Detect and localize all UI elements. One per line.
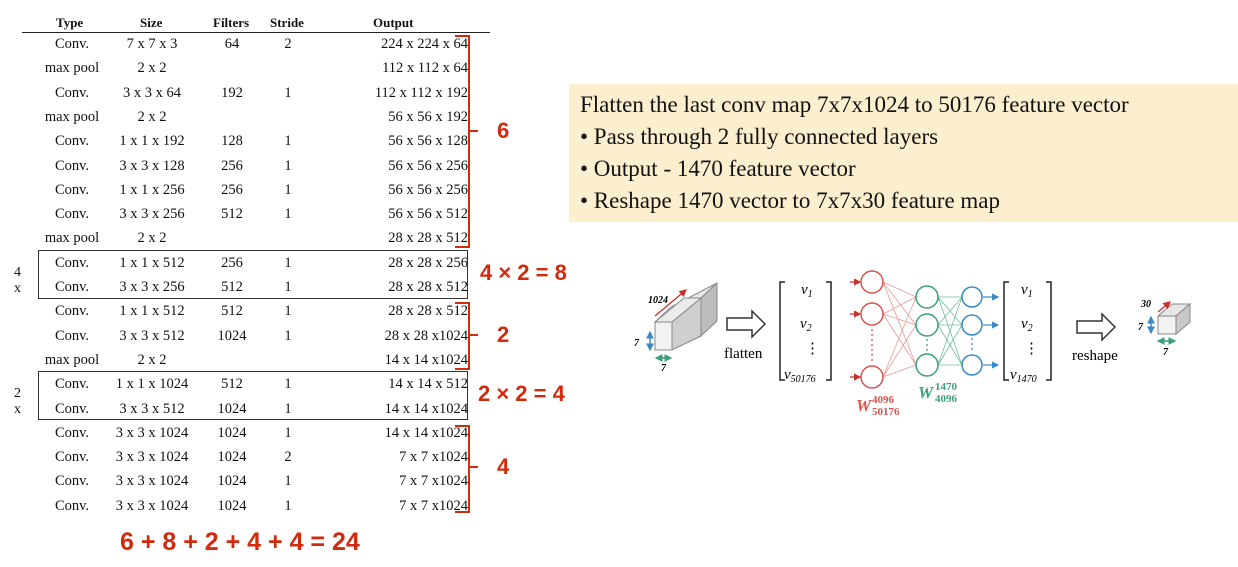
cell-output: 28 x 28 x 512: [388, 279, 468, 295]
info-line-3: • Output - 1470 feature vector: [580, 156, 856, 181]
cell-size: 2 x 2: [137, 60, 167, 77]
cell-type: max pool: [44, 108, 100, 125]
cell-type: Conv.: [54, 84, 90, 101]
cell-type: Conv.: [54, 279, 90, 295]
cell-size: 3 x 3 x 128: [119, 157, 185, 174]
group5-count: 4: [497, 454, 510, 479]
vector-out-v2: $v_2$: [1021, 316, 1033, 334]
vector-in-v1: $v_1$: [801, 282, 813, 300]
cell-output: 28 x 28 x 256: [388, 254, 468, 271]
weights-layer-2-connections: [938, 297, 962, 365]
group1-count: 6: [497, 118, 510, 143]
cell-size: 3 x 3 x 256: [119, 206, 185, 223]
header-stride: Stride: [270, 15, 304, 30]
weights-1-superscript: 4096: [872, 394, 894, 406]
cell-filters: 256: [221, 157, 243, 174]
cell-stride: 1: [284, 327, 292, 344]
cell-stride: 2: [284, 36, 292, 52]
cell-size: 2 x 2: [137, 230, 167, 247]
cell-output: 28 x 28 x 512: [388, 303, 468, 320]
weights-layer-1-connections: [883, 282, 916, 377]
flatten-label: flatten: [724, 346, 763, 362]
cell-stride: 1: [284, 157, 292, 174]
cell-filters: 512: [221, 303, 243, 320]
vector-in-left-bracket: [780, 282, 785, 380]
cell-output: 14 x 14 x1024: [384, 351, 468, 368]
cell-output: 28 x 28 x 512: [388, 230, 468, 247]
cell-type: Conv.: [54, 424, 90, 441]
cell-output: 224 x 224 x 64: [381, 36, 468, 52]
reshape-arrow: [1077, 314, 1115, 340]
cell-stride: 1: [284, 400, 292, 417]
total-layer-count: 6 + 8 + 2 + 4 + 4 = 24: [120, 528, 360, 556]
cell-type: max pool: [44, 230, 100, 247]
flatten-arrow: [727, 311, 765, 337]
vector-out-v1: $v_1$: [1021, 282, 1033, 300]
vector-in-dots: ⋮: [805, 341, 820, 357]
vector-out-left-bracket: [1004, 282, 1009, 380]
cell-size: 3 x 3 x 1024: [115, 424, 189, 441]
cell-stride: 1: [284, 424, 292, 441]
cell-filters: 512: [221, 279, 243, 295]
info-line-1: Flatten the last conv map 7x7x1024 to 50176 feature vector: [580, 92, 1129, 117]
cell-type: Conv.: [54, 181, 90, 198]
cell-type: Conv.: [54, 133, 90, 150]
cell-stride: 1: [284, 473, 292, 490]
info-line-2: • Pass through 2 fully connected layers: [580, 124, 939, 149]
cell-size: 2 x 2: [137, 351, 167, 368]
output-feature-block: [1151, 302, 1190, 341]
output-depth-label: 30: [1141, 299, 1151, 310]
output-layer-neurons: [962, 287, 982, 375]
cell-type: Conv.: [54, 157, 90, 174]
cell-stride: 1: [284, 181, 292, 198]
weights-1-label: W: [856, 396, 872, 415]
cell-stride: 1: [284, 254, 292, 271]
cell-output: 56 x 56 x 256: [388, 157, 468, 174]
vector-in-v2: $v_2$: [800, 316, 812, 334]
cell-type: Conv.: [54, 206, 90, 223]
cell-size: 1 x 1 x 256: [119, 181, 185, 198]
cell-filters: 256: [221, 254, 243, 271]
cell-size: 3 x 3 x 512: [119, 327, 185, 344]
vector-out-dots: ⋮: [1024, 341, 1039, 357]
cell-stride: 2: [284, 449, 292, 466]
cell-output: 56 x 56 x 128: [388, 133, 468, 150]
cell-output: 14 x 14 x1024: [384, 424, 468, 441]
info-line-4: • Reshape 1470 vector to 7x7x30 feature map: [580, 188, 1001, 213]
cell-output: 7 x 7 x1024: [399, 497, 468, 514]
output-height-label: 7: [1138, 322, 1143, 333]
group2-count: 4 × 2 = 8: [480, 260, 567, 285]
reshape-label: reshape: [1072, 348, 1118, 364]
cell-size: 3 x 3 x 256: [119, 279, 185, 295]
cell-output: 56 x 56 x 192: [388, 108, 468, 125]
cell-filters: 64: [224, 36, 240, 52]
cell-filters: 192: [221, 84, 243, 101]
cell-filters: 512: [221, 376, 243, 393]
cell-output: 112 x 112 x 192: [374, 84, 468, 101]
cell-output: 56 x 56 x 256: [388, 181, 468, 198]
header-type: Type: [56, 15, 84, 30]
group4-count: 2 × 2 = 4: [478, 381, 565, 406]
cell-type: max pool: [44, 351, 100, 368]
cell-size: 3 x 3 x 512: [119, 400, 185, 417]
weights-1-subscript: 50176: [872, 406, 900, 418]
cell-stride: 1: [284, 497, 292, 514]
vector-out-vn: $v_{1470}$: [1010, 367, 1037, 385]
input-width-label: 7: [661, 363, 666, 374]
cell-stride: 1: [284, 133, 292, 150]
vector-in-right-bracket: [826, 282, 831, 380]
cell-type: Conv.: [54, 303, 90, 320]
cell-size: 3 x 3 x 1024: [115, 497, 189, 514]
cell-size: 1 x 1 x 1024: [115, 376, 189, 393]
input-height-label: 7: [634, 338, 639, 349]
hidden-layer-2-neurons: [916, 286, 938, 376]
cell-stride: 1: [284, 279, 292, 295]
cell-type: Conv.: [54, 400, 90, 417]
cell-filters: 512: [221, 206, 243, 223]
cell-output: 56 x 56 x 512: [388, 206, 468, 223]
cell-stride: 1: [284, 376, 292, 393]
cell-output: 7 x 7 x1024: [399, 449, 468, 466]
cell-filters: 128: [221, 133, 243, 150]
cell-type: Conv.: [54, 327, 90, 344]
cell-output: 112 x 112 x 64: [382, 60, 468, 77]
group3-count: 2: [497, 322, 510, 347]
cell-filters: 1024: [217, 497, 247, 514]
cell-size: 1 x 1 x 512: [119, 254, 185, 271]
header-output: Output: [373, 15, 414, 30]
input-depth-label: 1024: [648, 295, 668, 306]
cell-type: Conv.: [54, 36, 90, 52]
cell-type: max pool: [44, 60, 100, 77]
weights-2-label: W: [918, 383, 934, 402]
cell-output: 14 x 14 x 512: [388, 376, 468, 393]
weights-2-superscript: 1470: [935, 381, 957, 393]
cell-type: Conv.: [54, 376, 90, 393]
cell-size: 1 x 1 x 512: [119, 303, 185, 320]
cell-size: 3 x 3 x 1024: [115, 473, 189, 490]
cell-size: 3 x 3 x 64: [123, 84, 181, 101]
cell-type: Conv.: [54, 497, 90, 514]
cell-filters: 1024: [217, 449, 247, 466]
cell-filters: 1024: [217, 473, 247, 490]
weights-2-subscript: 4096: [935, 393, 957, 405]
cell-filters: 1024: [217, 424, 247, 441]
cell-filters: 1024: [217, 400, 247, 417]
header-filters: Filters: [213, 15, 250, 30]
cell-size: 2 x 2: [137, 108, 167, 125]
vector-out-right-bracket: [1046, 282, 1051, 380]
cell-type: Conv.: [54, 449, 90, 466]
header-size: Size: [140, 15, 163, 30]
cell-size: 1 x 1 x 192: [119, 133, 185, 150]
cell-output: 7 x 7 x1024: [399, 473, 468, 490]
repeat-label-1: 4 x: [14, 265, 21, 296]
cell-filters: 1024: [217, 327, 247, 344]
cell-stride: 1: [284, 84, 292, 101]
cell-filters: 256: [221, 181, 243, 198]
cell-output: 14 x 14 x1024: [384, 400, 468, 417]
cell-type: Conv.: [54, 473, 90, 490]
cell-output: 28 x 28 x1024: [384, 327, 468, 344]
repeat-label-2: 2 x: [14, 386, 21, 417]
cell-type: Conv.: [54, 254, 90, 271]
output-width-label: 7: [1163, 347, 1168, 358]
cell-size: 7 x 7 x 3: [126, 36, 178, 52]
cell-stride: 1: [284, 206, 292, 223]
cell-size: 3 x 3 x 1024: [115, 449, 189, 466]
cell-stride: 1: [284, 303, 292, 320]
vector-in-vn: $v_{50176}$: [784, 367, 816, 385]
